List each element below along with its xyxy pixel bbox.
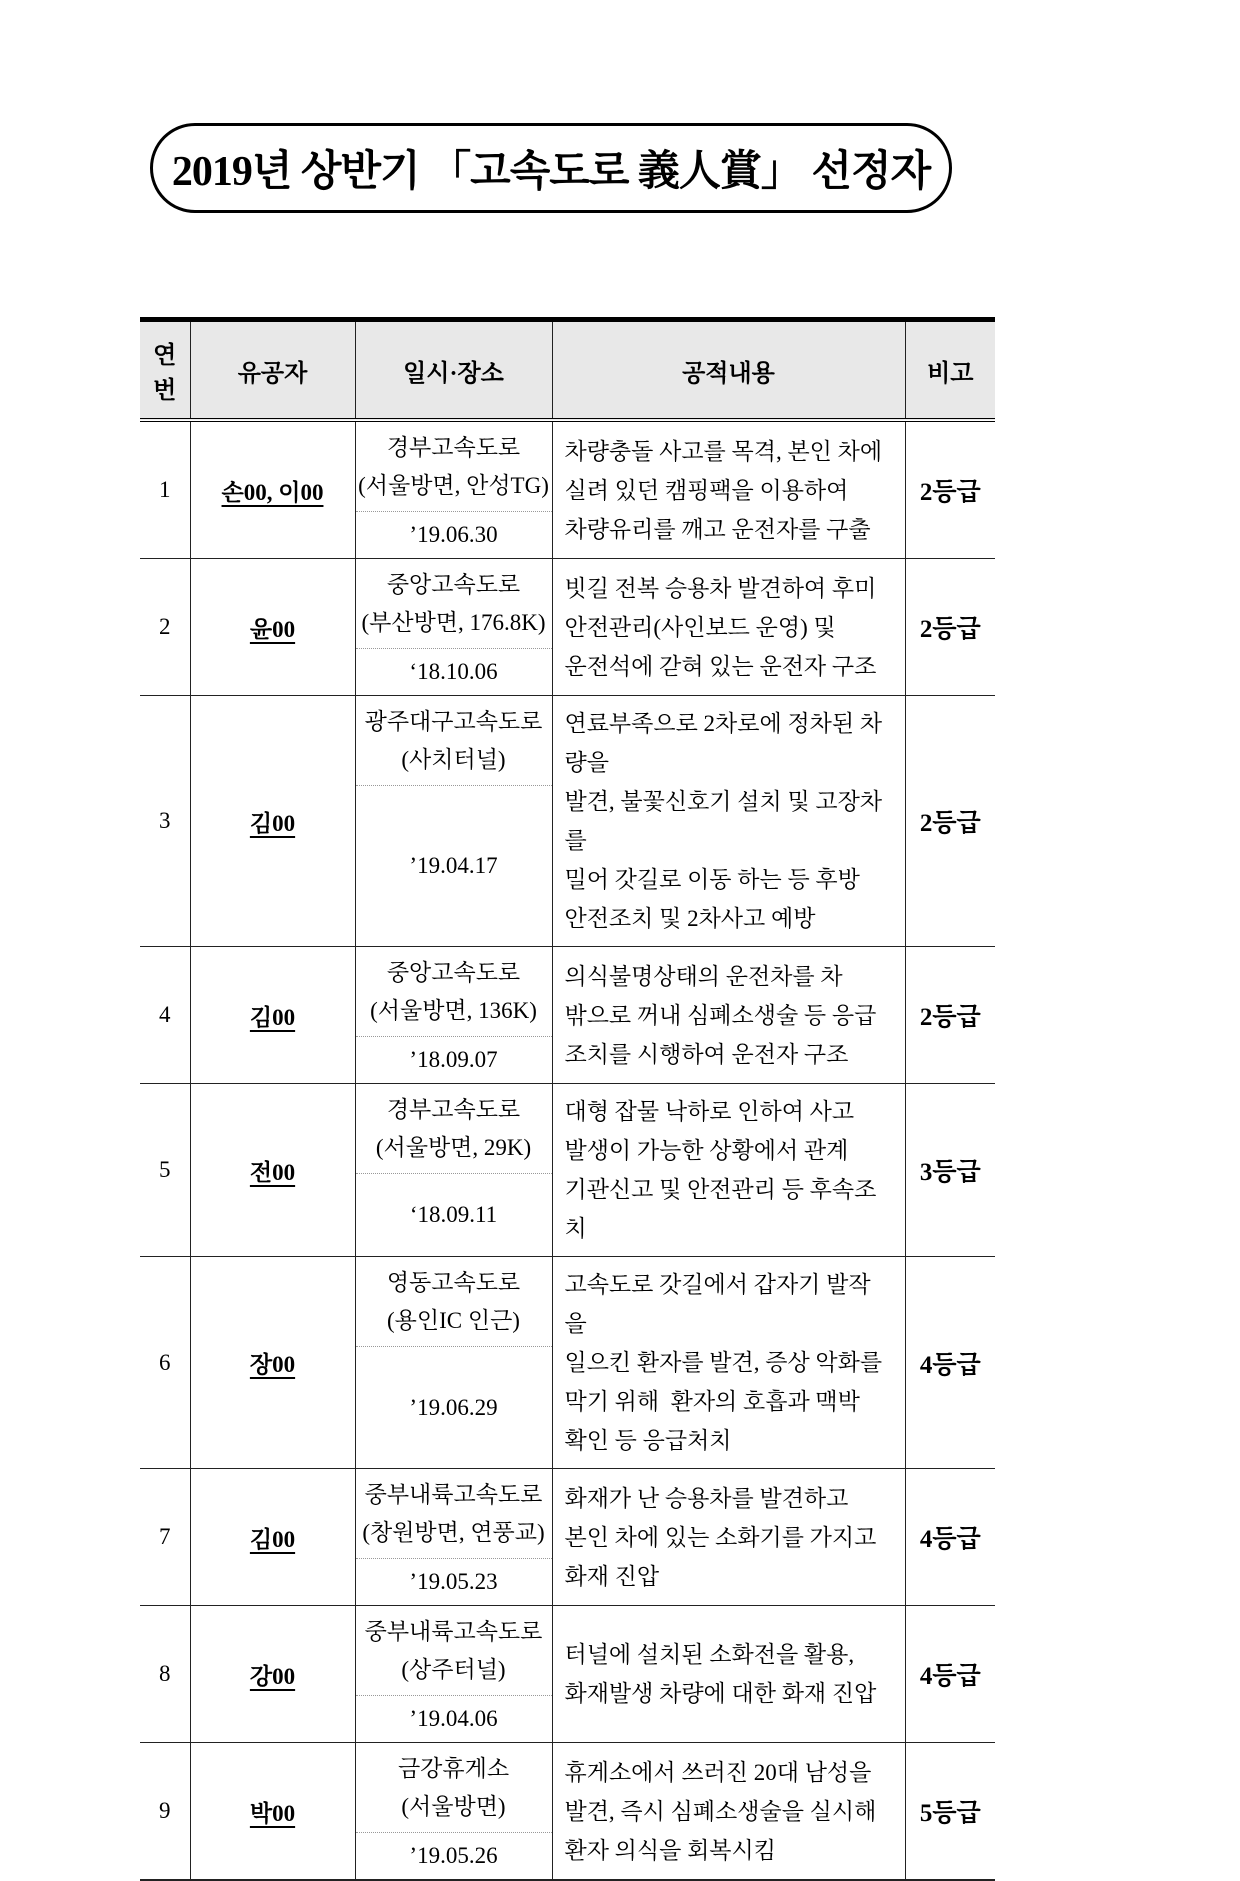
table-body — [140, 420, 995, 1880]
row-number-cell: 4 — [140, 947, 190, 1084]
header-number: 연번 — [140, 320, 190, 421]
grade-badge: 4등급 — [919, 1663, 981, 1690]
place-date-cell — [355, 696, 552, 947]
merit-cell — [552, 1606, 905, 1743]
place-line: (서울방면, 안성TG) — [358, 473, 549, 498]
place-line: (상주터널) — [401, 1657, 506, 1682]
place-line: 광주대구고속도로 — [364, 709, 543, 734]
merit-line: 휴게소에서 쓰러진 20대 남성을 — [564, 1759, 872, 1785]
place-line: (창원방면, 연풍교) — [362, 1520, 545, 1545]
row-number-cell: 2 — [140, 559, 190, 696]
merit-line: 연료부족으로 2차로에 정차된 차량을 — [564, 711, 883, 775]
merit-line: 본인 차에 있는 소화기를 가지고 — [564, 1524, 877, 1550]
merit-cell — [552, 559, 905, 696]
place-date-wrap — [356, 1084, 552, 1256]
grade-cell — [905, 696, 995, 947]
place-date-cell — [355, 559, 552, 696]
date-block — [356, 648, 552, 695]
awardee-cell — [190, 1606, 355, 1743]
place-block — [356, 1606, 552, 1695]
grade-cell — [905, 947, 995, 1084]
table-row — [140, 1084, 995, 1257]
merit-line: 운전석에 갇혀 있는 운전자 구조 — [564, 653, 877, 679]
date-value: ’19.04.06 — [409, 1706, 498, 1731]
date-block — [356, 1036, 552, 1083]
place-line: (부산방면, 176.8K) — [361, 610, 546, 635]
merit-line: 안전관리(사인보드 운영) 및 — [564, 614, 836, 640]
place-line: 중앙고속도로 — [386, 572, 521, 597]
grade-badge: 5등급 — [919, 1800, 981, 1827]
merit-line: 빗길 전복 승용차 발견하여 후미 — [564, 575, 877, 601]
date-block — [356, 1346, 552, 1468]
awardee-name: 김00 — [249, 1004, 296, 1030]
place-date-wrap — [356, 1743, 552, 1879]
merit-line: 발견, 즉시 심폐소생술을 실시해 — [564, 1798, 877, 1824]
place-date-cell — [355, 420, 552, 559]
place-line: 중부내륙고속도로 — [364, 1482, 543, 1507]
place-date-wrap — [356, 1469, 552, 1605]
place-block — [356, 1084, 552, 1173]
date-block — [356, 785, 552, 946]
merit-line: 의식불명상태의 운전차를 차 — [564, 963, 843, 989]
grade-badge: 2등급 — [919, 616, 981, 643]
merit-line: 화재가 난 승용차를 발견하고 — [564, 1485, 849, 1511]
merit-line: 차량유리를 깨고 운전자를 구출 — [564, 516, 871, 542]
place-block — [356, 696, 552, 785]
merit-line: 실려 있던 캠핑팩을 이용하여 — [564, 477, 849, 503]
grade-badge: 4등급 — [919, 1526, 981, 1553]
table-row — [140, 1743, 995, 1881]
grade-badge: 2등급 — [919, 1004, 981, 1031]
merit-line: 화재 진압 — [564, 1563, 660, 1589]
merit-line: 고속도로 갓길에서 갑자기 발작을 — [564, 1272, 871, 1336]
date-value: ’19.05.26 — [409, 1843, 498, 1868]
awardee-name: 박00 — [249, 1800, 296, 1826]
grade-cell — [905, 420, 995, 559]
grade-cell — [905, 1084, 995, 1257]
awardee-name: 윤00 — [249, 616, 296, 642]
grade-cell — [905, 1257, 995, 1469]
place-date-wrap — [356, 1606, 552, 1742]
merit-line: 조치를 시행하여 운전자 구조 — [564, 1041, 849, 1067]
date-value: ’19.04.17 — [409, 853, 498, 878]
merit-line: 발생이 가능한 상황에서 관계 — [564, 1138, 849, 1163]
merit-line: 밀어 갓길로 이동 하는 등 후방 — [564, 867, 860, 892]
date-value: ‘18.10.06 — [409, 659, 498, 684]
place-block — [356, 1257, 552, 1346]
awardee-name: 전00 — [249, 1159, 296, 1185]
place-line: (서울방면) — [401, 1794, 506, 1819]
place-line: 경부고속도로 — [386, 435, 521, 460]
date-block — [356, 1173, 552, 1256]
place-date-cell — [355, 947, 552, 1084]
table-row — [140, 1469, 995, 1606]
date-block — [356, 1558, 552, 1605]
date-block — [356, 1832, 552, 1879]
header-date-place: 일시·장소 — [355, 320, 552, 421]
place-date-wrap — [356, 422, 552, 558]
place-date-cell — [355, 1606, 552, 1743]
place-line: 영동고속도로 — [386, 1270, 521, 1295]
table-row — [140, 559, 995, 696]
place-line: (사치터널) — [401, 747, 506, 772]
header-awardee: 유공자 — [190, 320, 355, 421]
place-line: (용인IC 인근) — [387, 1308, 520, 1333]
place-block — [356, 422, 552, 511]
awardee-cell — [190, 1469, 355, 1606]
document-page — [140, 123, 995, 1881]
place-date-wrap — [356, 696, 552, 946]
table-row — [140, 947, 995, 1084]
grade-cell — [905, 1469, 995, 1606]
header-remark: 비고 — [905, 320, 995, 421]
grade-badge: 2등급 — [919, 810, 981, 837]
place-line: 중부내륙고속도로 — [364, 1619, 543, 1644]
merit-cell — [552, 1469, 905, 1606]
merit-line: 대형 잡물 낙하로 인하여 사고 — [564, 1099, 855, 1124]
awardee-name: 장00 — [249, 1352, 296, 1377]
place-line: 경부고속도로 — [386, 1097, 521, 1122]
merit-cell — [552, 947, 905, 1084]
awardee-name: 김00 — [249, 1526, 296, 1552]
merit-cell — [552, 1084, 905, 1257]
row-number-cell: 3 — [140, 696, 190, 947]
place-block — [356, 1469, 552, 1558]
row-number-cell: 7 — [140, 1469, 190, 1606]
grade-cell — [905, 559, 995, 696]
date-block — [356, 1695, 552, 1742]
date-value: ‘18.09.11 — [409, 1202, 498, 1227]
merit-line: 밖으로 꺼내 심폐소생술 등 응급 — [564, 1002, 877, 1028]
place-line: (서울방면, 136K) — [370, 998, 537, 1023]
merit-line: 안전조치 및 2차사고 예방 — [564, 906, 816, 931]
table-row — [140, 1606, 995, 1743]
header-merit: 공적내용 — [552, 320, 905, 421]
merit-line: 차량충돌 사고를 목격, 본인 차에 — [564, 438, 883, 464]
place-date-cell — [355, 1084, 552, 1257]
grade-cell — [905, 1743, 995, 1881]
place-line: 금강휴게소 — [397, 1756, 510, 1781]
table-row — [140, 696, 995, 947]
place-date-wrap — [356, 1257, 552, 1468]
merit-line: 확인 등 응급처치 — [564, 1428, 732, 1453]
date-value: ’18.09.07 — [409, 1047, 498, 1072]
table-row — [140, 420, 995, 559]
awardee-cell — [190, 1743, 355, 1881]
place-line: 중앙고속도로 — [386, 960, 521, 985]
date-value: ’19.05.23 — [409, 1569, 498, 1594]
awardee-cell — [190, 420, 355, 559]
merit-cell — [552, 696, 905, 947]
place-line: (서울방면, 29K) — [375, 1135, 532, 1160]
merit-line: 화재발생 차량에 대한 화재 진압 — [564, 1681, 877, 1706]
merit-line: 발견, 불꽃신호기 설치 및 고장차를 — [564, 789, 883, 853]
row-number-cell: 5 — [140, 1084, 190, 1257]
awardee-cell — [190, 1084, 355, 1257]
place-date-cell — [355, 1257, 552, 1469]
place-block — [356, 947, 552, 1036]
grade-badge: 4등급 — [919, 1351, 981, 1379]
merit-cell — [552, 420, 905, 559]
place-date-cell — [355, 1743, 552, 1881]
place-date-cell — [355, 1469, 552, 1606]
awardee-cell — [190, 559, 355, 696]
row-number-cell: 1 — [159, 477, 171, 502]
awardee-name: 손00, 이00 — [221, 479, 324, 505]
title-box — [150, 123, 952, 213]
place-block — [356, 559, 552, 648]
place-date-wrap — [356, 559, 552, 695]
grade-badge: 3등급 — [919, 1159, 981, 1186]
merit-line: 환자 의식을 회복시킴 — [564, 1837, 776, 1863]
page-title: 2019년 상반기 「고속도로 義人賞」 선정자 — [171, 149, 931, 195]
place-date-wrap — [356, 947, 552, 1083]
date-value: ’19.06.30 — [409, 522, 498, 547]
awardee-cell — [190, 947, 355, 1084]
table-header — [140, 320, 995, 421]
row-number-cell: 6 — [140, 1257, 190, 1469]
date-block — [356, 511, 552, 558]
merit-cell — [552, 1257, 905, 1469]
merit-line: 막기 위해 환자의 호흡과 맥박 — [564, 1389, 860, 1414]
place-block — [356, 1743, 552, 1832]
grade-badge: 2등급 — [919, 479, 981, 506]
awardee-cell — [190, 1257, 355, 1469]
date-value: ’19.06.29 — [409, 1394, 498, 1420]
row-number-cell: 8 — [140, 1606, 190, 1743]
table-row — [140, 1257, 995, 1469]
merit-line: 일으킨 환자를 발견, 증상 악화를 — [564, 1350, 883, 1375]
awardee-name: 강00 — [249, 1663, 296, 1689]
merit-line: 터널에 설치된 소화전을 활용, — [564, 1642, 855, 1667]
awardees-table — [140, 317, 995, 1881]
awardee-name: 김00 — [249, 810, 296, 836]
awardee-cell — [190, 696, 355, 947]
grade-cell — [905, 1606, 995, 1743]
merit-line: 기관신고 및 안전관리 등 후속조치 — [564, 1177, 877, 1241]
merit-cell — [552, 1743, 905, 1881]
row-number-cell: 9 — [140, 1743, 190, 1881]
